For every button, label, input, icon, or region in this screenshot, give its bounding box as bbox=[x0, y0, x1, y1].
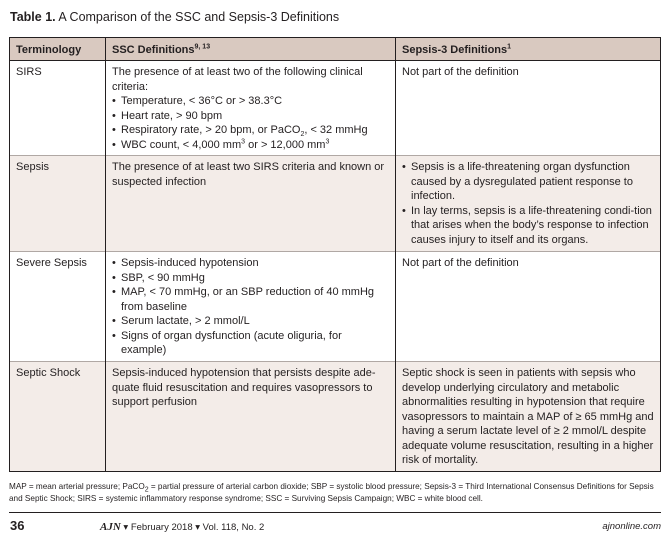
table-row-sepsis bbox=[10, 156, 661, 252]
table-label: Table 1. bbox=[10, 10, 56, 24]
wbc-sup-2: 3 bbox=[325, 137, 330, 145]
journal-info bbox=[100, 521, 264, 533]
rr-subscript: 2 bbox=[300, 131, 305, 139]
list-item: • Signs of organ dysfunction (acute oliguria, for example) bbox=[112, 329, 389, 358]
term-sepsis: Sepsis bbox=[10, 156, 106, 252]
table-row-sirs bbox=[10, 61, 661, 156]
header-ssc-label: SSC Definitions bbox=[112, 43, 195, 56]
table-title: A Comparison of the SSC and Sepsis-3 Definitions bbox=[58, 10, 340, 24]
definitions-table bbox=[9, 37, 661, 472]
footnote-subscript: 2 bbox=[144, 486, 149, 494]
ssc-sirs-intro: The presence of at least two of the following clinical criteria: bbox=[112, 66, 363, 93]
sepsis3-sirs: Not part of the definition bbox=[396, 61, 661, 156]
ssc-sepsis: The presence of at least two SIRS criteria and known or suspected infection bbox=[106, 156, 396, 252]
wbc-sup-1: 3 bbox=[241, 137, 246, 145]
wbc-text-a: WBC count, < 4,000 mm bbox=[121, 138, 242, 151]
journal-name: AJN bbox=[100, 521, 121, 533]
rr-text-b: , < 32 mmHg bbox=[304, 124, 368, 136]
header-row bbox=[10, 38, 661, 61]
list-item: • Heart rate, > 90 bpm bbox=[112, 109, 389, 124]
sepsis3-sepsis-list bbox=[402, 160, 654, 247]
journal-website: ajnonline.com bbox=[602, 521, 661, 532]
header-terminology: Terminology bbox=[10, 38, 106, 61]
ssc-severe-list bbox=[112, 256, 389, 358]
sepsis3-septic-shock: Septic shock is seen in patients with sepsis who develop underlying circulatory and metabolic abnormalities resulting in hypotension that require vasopressors to maintain a MAP of ≥ 65 mmHg and having a serum lactate level of ≥ 2 mmol/L despite adequate volume resuscitation, resulting in a higher risk of mortality. bbox=[396, 362, 661, 472]
list-item: • Sepsis is a life-threatening organ dysfunction caused by a dysregulated patient response to infection. bbox=[402, 160, 654, 204]
list-item bbox=[112, 138, 389, 153]
header-sepsis3-refs: 1 bbox=[507, 43, 512, 51]
list-item: • MAP, < 70 mmHg, or an SBP reduction of 40 mmHg from baseline bbox=[112, 285, 389, 314]
list-item: • In lay terms, sepsis is a life-threatening condi-tion that arises when the body’s response to infection causes injury to itself and its organs. bbox=[402, 204, 654, 248]
table-row-septic-shock bbox=[10, 362, 661, 472]
ssc-septic-shock: Sepsis-induced hypotension that persists despite ade-quate fluid resuscitation and requires vasopressors to support perfusion bbox=[106, 362, 396, 472]
footer-divider bbox=[9, 512, 661, 513]
sepsis3-severe-sepsis: Not part of the definition bbox=[396, 252, 661, 362]
ssc-severe-sepsis bbox=[106, 252, 396, 362]
ssc-sirs bbox=[106, 61, 396, 156]
journal-issue: ▾ February 2018 ▾ Vol. 118, No. 2 bbox=[120, 522, 265, 533]
wbc-text-b: or > 12,000 mm bbox=[245, 138, 326, 151]
term-septic-shock: Septic Shock bbox=[10, 362, 106, 472]
header-ssc-refs: 9, 13 bbox=[194, 43, 211, 51]
list-item: • Serum lactate, > 2 mmol/L bbox=[112, 314, 389, 329]
page-number: 36 bbox=[10, 518, 25, 533]
term-sirs: SIRS bbox=[10, 61, 106, 156]
rr-text-a: Respiratory rate, > 20 bpm, or PaCO bbox=[121, 124, 301, 136]
table-footnote bbox=[9, 481, 661, 505]
table-caption bbox=[10, 10, 339, 24]
header-sepsis3-label: Sepsis-3 Definitions bbox=[402, 43, 508, 56]
list-item: • SBP, < 90 mmHg bbox=[112, 271, 389, 286]
table-row-severe-sepsis bbox=[10, 252, 661, 362]
list-item: • Sepsis-induced hypotension bbox=[112, 256, 389, 271]
ssc-sirs-list bbox=[112, 94, 389, 152]
list-item: • Temperature, < 36°C or > 38.3°C bbox=[112, 94, 389, 109]
footnote-text-a: MAP = mean arterial pressure; PaCO bbox=[9, 482, 145, 491]
sepsis3-sepsis bbox=[396, 156, 661, 252]
header-sepsis3 bbox=[396, 38, 661, 61]
header-ssc bbox=[106, 38, 396, 61]
term-severe-sepsis: Severe Sepsis bbox=[10, 252, 106, 362]
footnote-text-b: = partial pressure of arterial carbon dioxide; SBP = systolic blood pressure; Sepsis-3 = Third International Consensus Definitions for Sepsis and Septic Shock; SIRS = systemic inflammatory response syndrome; SSC = Surviving Sepsis Campaign; WBC = white blood cell. bbox=[9, 482, 654, 503]
list-item bbox=[112, 123, 389, 138]
